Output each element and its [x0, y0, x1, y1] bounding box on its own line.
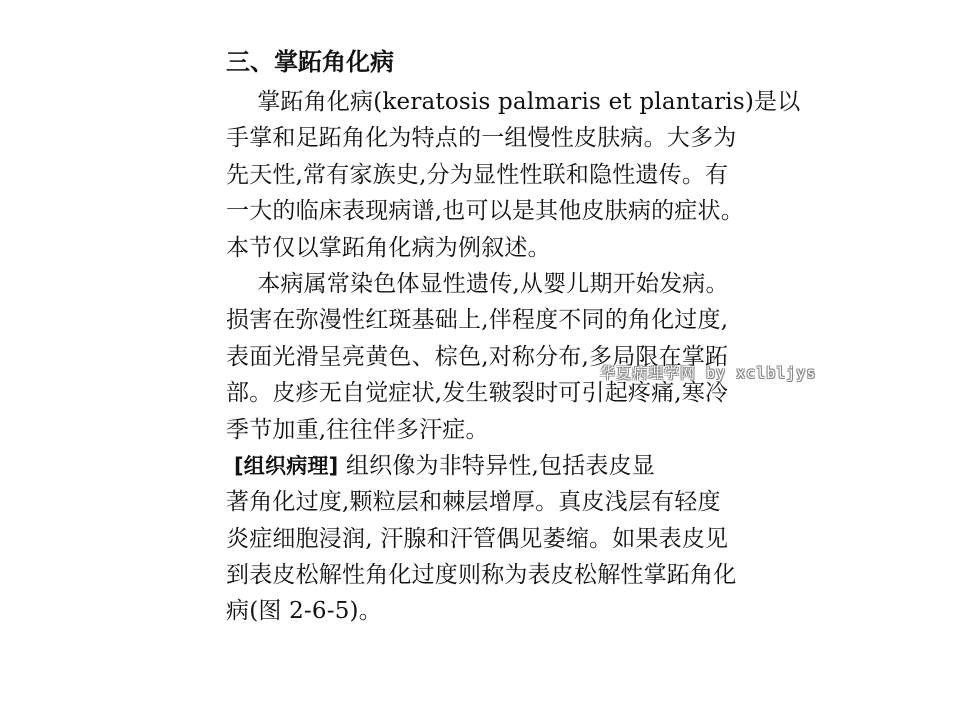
text-line: 病(图 2-6-5)。 [226, 598, 382, 625]
text-block [226, 40, 801, 630]
paragraph-histopathology [226, 448, 762, 630]
text-line: 损害在弥漫性红斑基础上,伴程度不同的角化过度, [226, 307, 729, 334]
paragraph-clinical [226, 266, 762, 448]
text-line: 炎症细胞浸润, 汗腺和汗管偶见萎缩。如果表皮见 [226, 525, 729, 552]
text-line: 表面光滑呈亮黄色、棕色,对称分布,多局限在掌跖 [226, 343, 729, 370]
text-line-rest: 组织像为非特异性,包括表皮显 [338, 452, 656, 479]
text-line: 本病属常染色体显性遗传,从婴儿期开始发病。 [234, 270, 729, 297]
section-tag: [组织病理] [234, 453, 339, 478]
text-line: 部。皮疹无自觉症状,发生皲裂时可引起疼痛,寒冷 [226, 380, 729, 407]
text-line: 一大的临床表现病谱,也可以是其他皮肤病的症状。 [226, 198, 744, 225]
text-line: 掌跖角化病(keratosis palmaris et plantaris)是以 [234, 89, 801, 115]
text-line: 先天性,常有家族史,分为显性性联和隐性遗传。有 [226, 161, 729, 188]
text-line: 著角化过度,颗粒层和棘层增厚。真皮浅层有轻度 [226, 489, 721, 516]
text-line [226, 448, 762, 484]
text-line: 本节仅以掌跖角化病为例叙述。 [226, 234, 551, 261]
text-line: 到表皮松解性角化过度则称为表皮松解性掌跖角化 [226, 562, 737, 589]
text-line: 季节加重,往往伴多汗症。 [226, 416, 489, 443]
text-line: 手掌和足跖角化为特点的一组慢性皮肤病。大多为 [226, 125, 737, 152]
paragraph-intro [226, 84, 801, 266]
watermark: 华夏病理学网 by xclbljys [600, 364, 817, 382]
section-heading: 三、掌跖角化病 [226, 48, 394, 76]
